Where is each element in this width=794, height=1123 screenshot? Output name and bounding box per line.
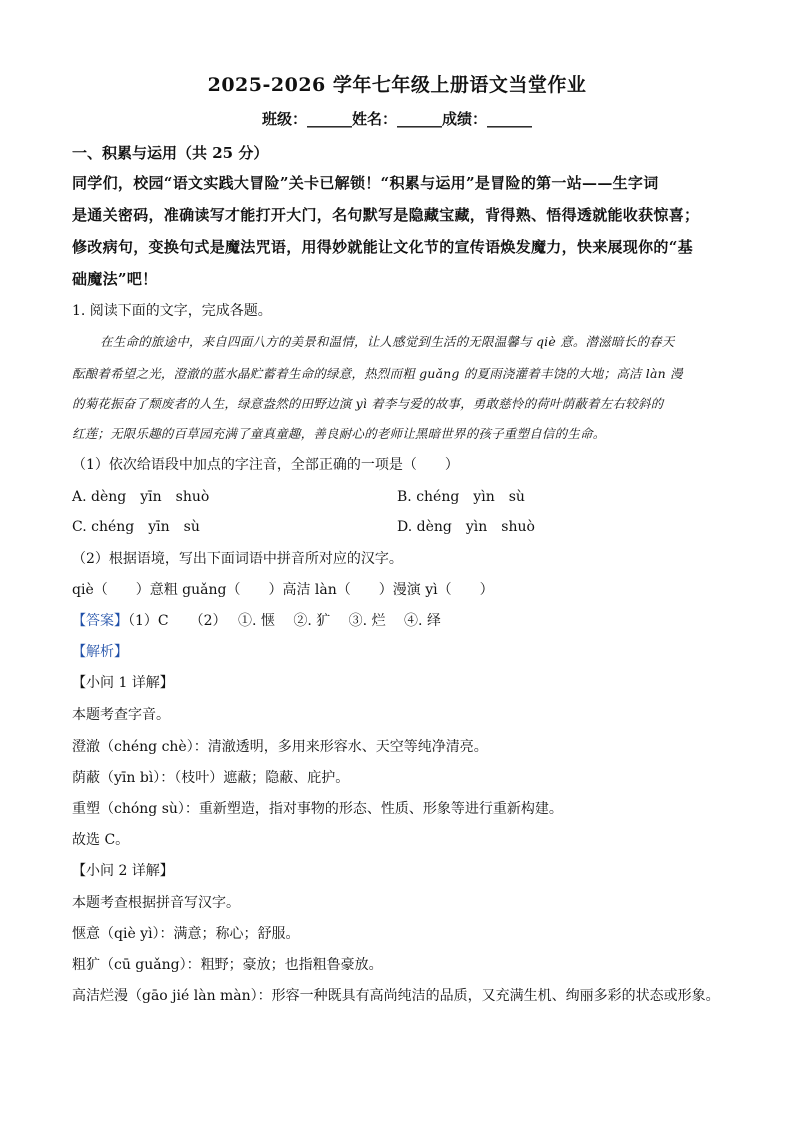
detail-2-heading: 【小问 2 详解】 bbox=[72, 863, 174, 879]
answer-text: （1）C （2） ①. 惬 ②. 犷 ③. 烂 ④. 绎 bbox=[128, 613, 441, 629]
passage-line-2: 酝酿着希望之光，澄澈的蓝水晶贮蓄着生命的绿意，热烈而粗 guǎng 的夏雨浇灌着丰饶的大地；高洁 làn 漫 bbox=[72, 366, 683, 381]
passage-line-1: 在生命的旅途中，来自四面八方的美景和温情，让人感觉到生活的无限温馨与 qiè 意。潜滋暗长的春天 bbox=[100, 334, 675, 349]
option-d: D. dèng yìn shuò bbox=[397, 519, 535, 535]
detail-1-line-4: 重塑（chóng sù）：重新塑造，指对事物的形态、性质、形象等进行重新构建。 bbox=[72, 801, 563, 817]
detail-1-heading: 【小问 1 详解】 bbox=[72, 675, 174, 691]
sub-question-1-prompt: （1）依次给语段中加点的字注音，全部正确的一项是（ ） bbox=[72, 457, 459, 473]
detail-2-line-2: 惬意（qiè yì）：满意；称心；舒服。 bbox=[72, 926, 300, 942]
passage-line-3: 的菊花振奋了颓废者的人生，绿意盎然的田野边演 yì 着李与爱的故事，勇敢慈怜的荷叶荫蔽着左右较斜的 bbox=[72, 396, 664, 411]
answer-line bbox=[72, 610, 732, 630]
detail-2-line-4: 高洁烂漫（gāo jié làn màn）：形容一种既具有高尚纯洁的品质，又充满生机、绚丽多彩的状态或形象。 bbox=[72, 988, 720, 1004]
intro-line-3: 修改病句，变换句式是魔法咒语，用得妙就能让文化节的宣传语焕发魔力，快来展现你的“基 bbox=[72, 238, 693, 256]
sub-question-2-blanks: qiè（ ）意粗 guǎng（ ）高洁 làn（ ）漫演 yì（ ） bbox=[72, 582, 494, 598]
option-c: C. chéng yīn sù bbox=[72, 519, 200, 535]
intro-line-2: 是通关密码，准确读写才能打开大门，名句默写是隐藏宝藏，背得熟、悟得透就能收获惊喜； bbox=[72, 206, 700, 224]
intro-line-4: 础魔法”吧！ bbox=[72, 270, 158, 288]
option-a: A. dèng yīn shuò bbox=[72, 489, 210, 505]
student-info-fields: 班级：______姓名：______成绩：______ bbox=[261, 110, 532, 128]
option-b: B. chéng yìn sù bbox=[397, 489, 525, 505]
sub-question-2-prompt: （2）根据语境，写出下面词语中拼音所对应的汉字。 bbox=[72, 551, 403, 567]
passage-line-4: 红莲；无限乐趣的百草园充满了童真童趣，善良耐心的老师让黑暗世界的孩子重塑自信的生命。 bbox=[72, 426, 606, 441]
analysis-label: 【解析】 bbox=[72, 644, 128, 660]
detail-1-line-2: 澄澈（chéng chè）：清澈透明，多用来形容水、天空等纯净清亮。 bbox=[72, 739, 488, 755]
question-stem: 1. 阅读下面的文字，完成各题。 bbox=[72, 303, 272, 319]
section-heading: 一、积累与运用（共 25 分） bbox=[72, 144, 269, 162]
answer-label: 【答案】 bbox=[72, 613, 128, 629]
document-title: 2025-2026 学年七年级上册语文当堂作业 bbox=[207, 74, 587, 96]
detail-2-line-3: 粗犷（cū guǎng）：粗野；豪放；也指粗鲁豪放。 bbox=[72, 957, 383, 973]
detail-1-line-3: 荫蔽（yīn bì）：（枝叶）遮蔽；隐蔽、庇护。 bbox=[72, 770, 350, 786]
intro-line-1: 同学们，校园“语文实践大冒险”关卡已解锁！“积累与运用”是冒险的第一站——生字词 bbox=[72, 174, 659, 192]
detail-1-line-1: 本题考查字音。 bbox=[72, 707, 170, 723]
detail-1-line-5: 故选 C。 bbox=[72, 832, 130, 848]
detail-2-line-1: 本题考查根据拼音写汉字。 bbox=[72, 895, 240, 911]
